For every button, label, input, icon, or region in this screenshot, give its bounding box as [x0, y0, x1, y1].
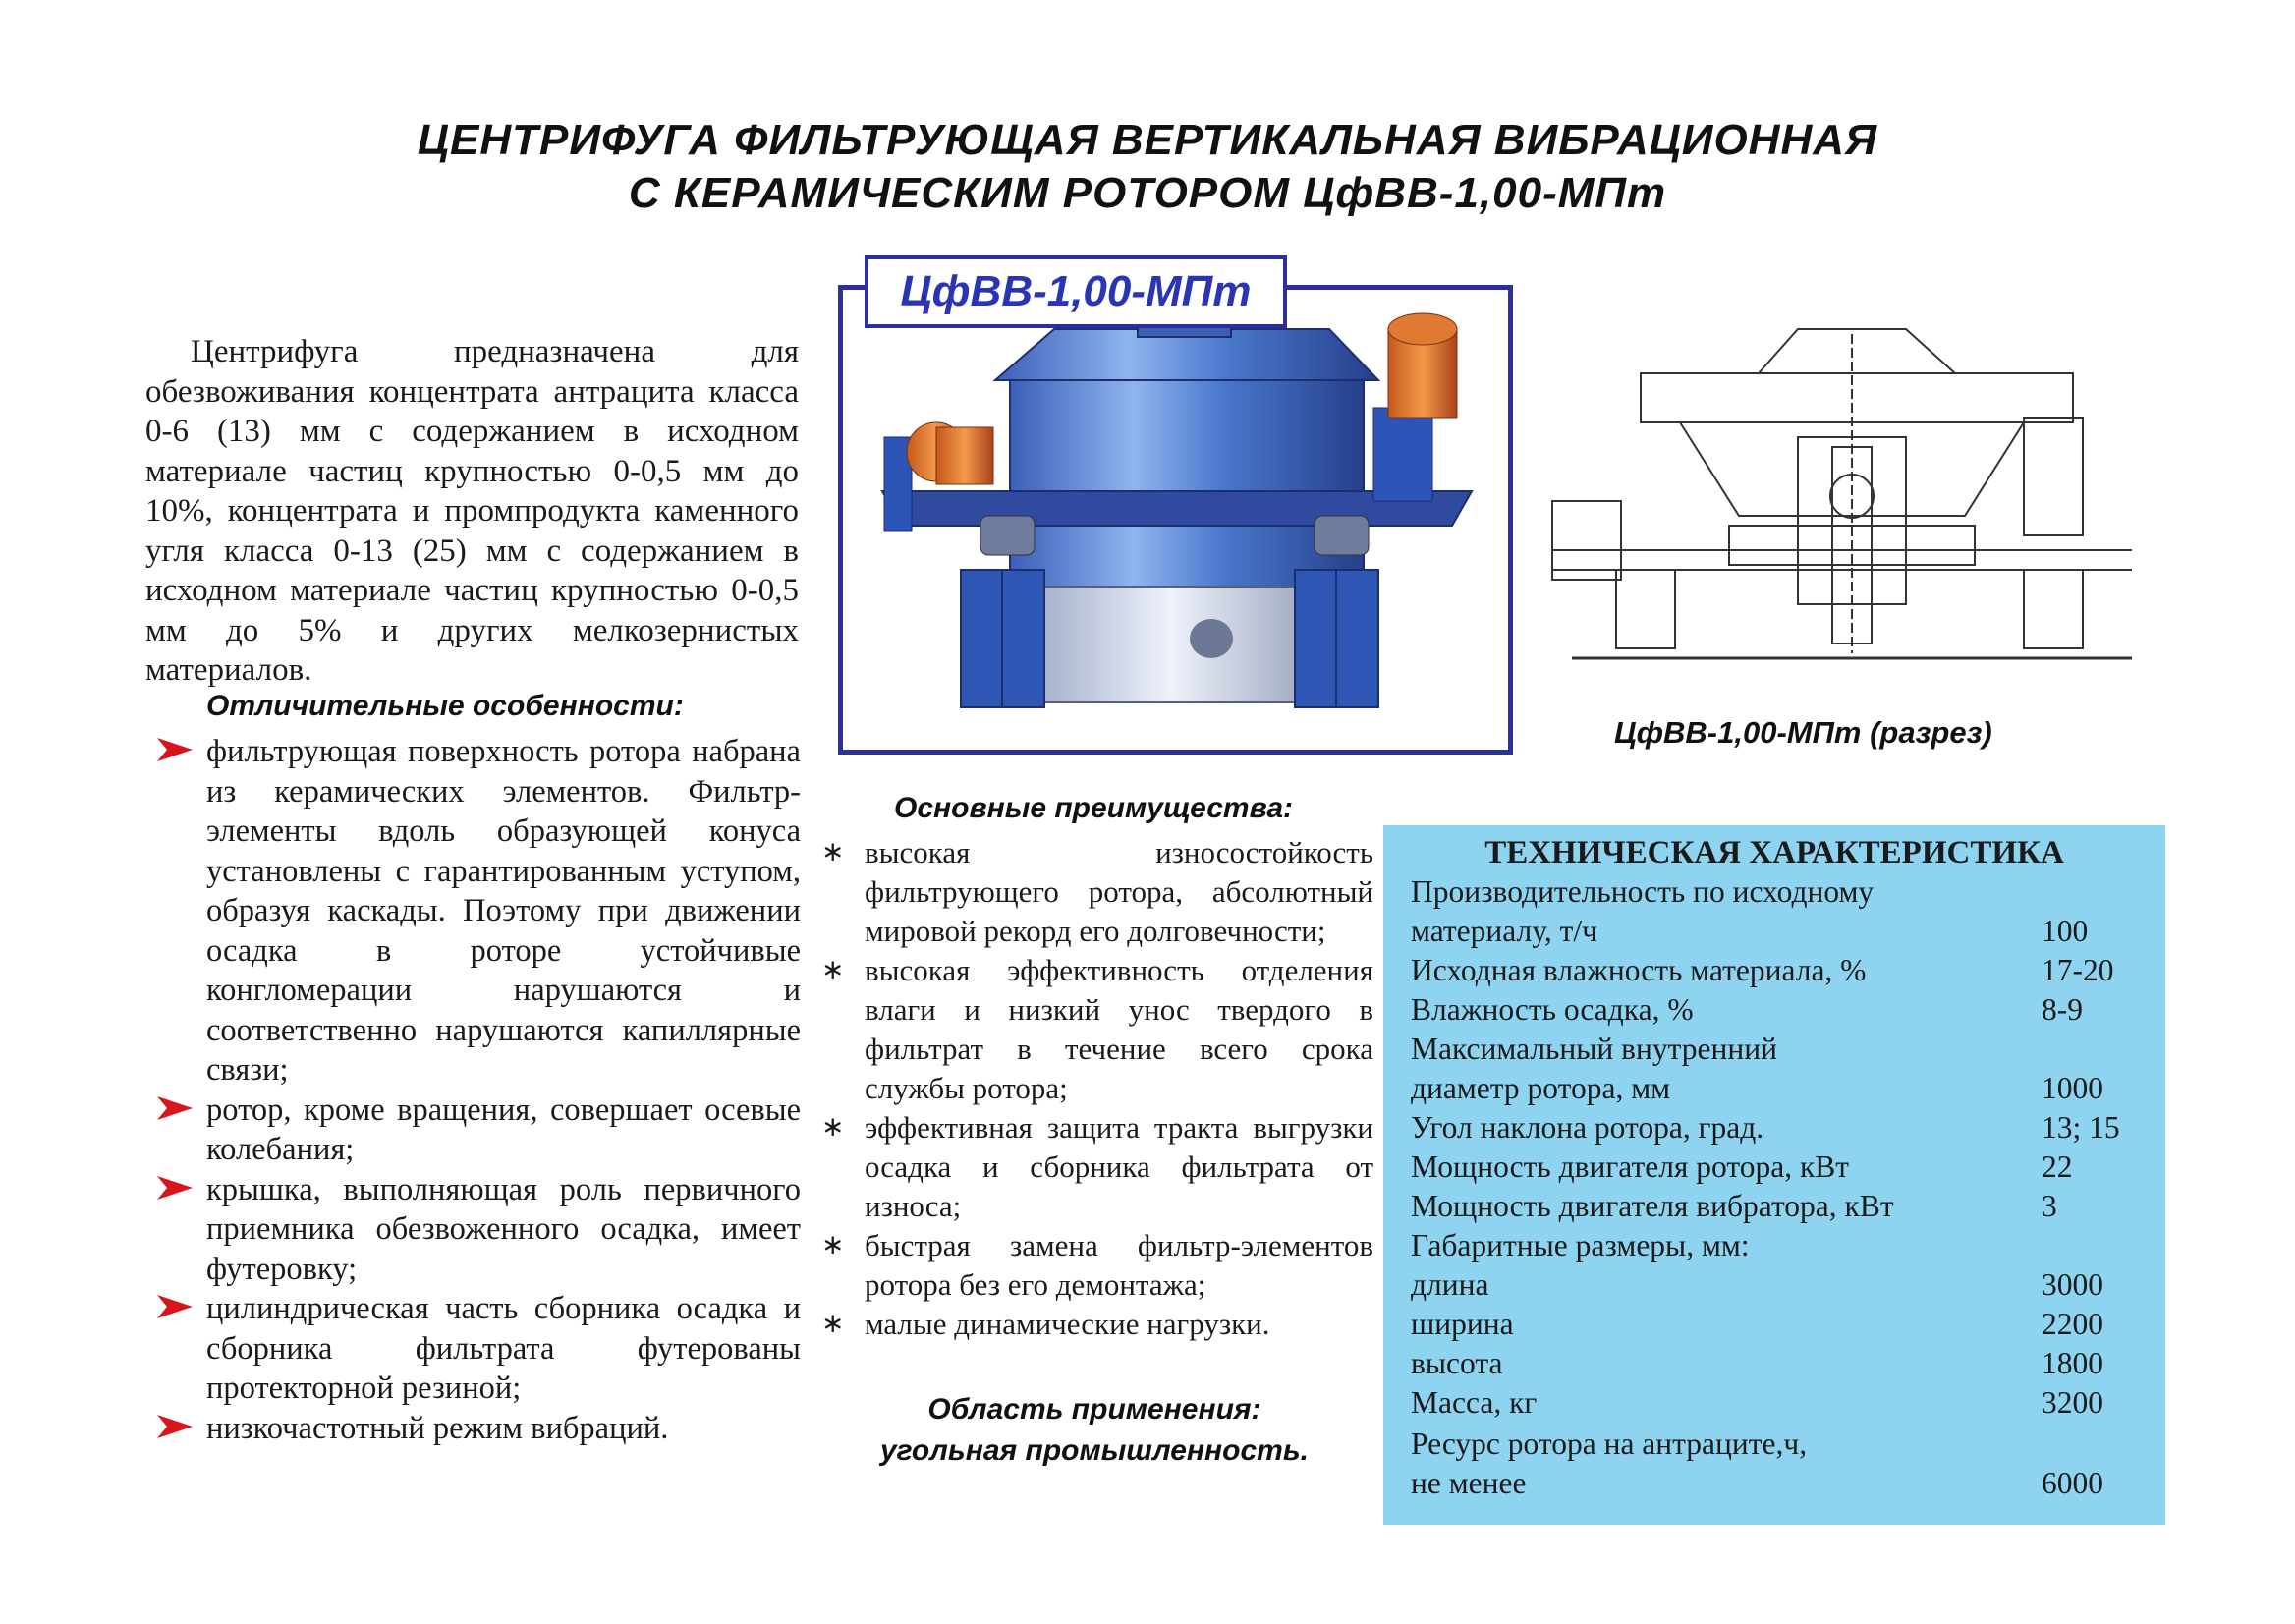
spec-row-label: Максимальный внутренний — [1411, 1032, 1777, 1066]
machine-photo-frame — [838, 285, 1513, 755]
application-value: угольная промышленность. — [879, 1434, 1310, 1467]
application-heading: Область применения: — [927, 1393, 1261, 1426]
spec-row-value: 3 — [2042, 1189, 2057, 1223]
red-arrow-bullet-icon — [157, 1291, 193, 1322]
feature-item: фильтрующая поверхность ротора набрана из керамических элементов. Фильтр-элементы вдоль образующей конуса установлены с гарантированным уступом, образуя каскады. Поэтому при движении осадка в роторе устойчивые конгломерации нарушаются и соответственно нарушаются капиллярные связи; — [157, 732, 801, 1091]
spec-row-label: не менее — [1411, 1466, 1527, 1500]
spec-row-value: 17-20 — [2042, 953, 2114, 987]
spec-row-label: материалу, т/ч — [1411, 914, 1597, 948]
advantage-item: ∗ высокая износостойкость фильтрующего ротора, абсолютный мировой рекорд его долговечности; — [821, 835, 1373, 948]
specs-title: ТЕХНИЧЕСКАЯ ХАРАКТЕРИСТИКА — [1484, 835, 2064, 870]
features-list — [157, 732, 801, 1448]
spec-row-label: высота — [1411, 1346, 1503, 1380]
specs-panel — [1383, 825, 2165, 1525]
spec-row-value: 1000 — [2042, 1071, 2103, 1105]
feature-item: низкочастотный режим вибраций. — [157, 1409, 801, 1449]
page-title-line-1: ЦЕНТРИФУГА ФИЛЬТРУЮЩАЯ ВЕРТИКАЛЬНАЯ ВИБРАЦИОННАЯ — [417, 116, 1878, 164]
spec-row-value: 22 — [2042, 1149, 2073, 1184]
spec-row-label: диаметр ротора, мм — [1411, 1071, 1671, 1105]
advantage-item: ∗ быстрая замена фильтр-элементов ротора без его демонтажа; — [821, 1228, 1373, 1302]
spec-row-label: Производительность по исходному — [1411, 874, 1875, 909]
spec-row-value: 13; 15 — [2042, 1110, 2120, 1145]
spec-row-value: 3200 — [2042, 1385, 2103, 1420]
spec-row-label: Мощность двигателя вибратора, кВт — [1411, 1189, 1894, 1223]
spec-row-value: 3000 — [2042, 1267, 2103, 1302]
spec-row-label: Мощность двигателя ротора, кВт — [1411, 1149, 1850, 1184]
asterisk-bullet-icon: ∗ — [821, 837, 845, 868]
feature-item: крышка, выполняющая роль первичного приемника обезвоженного осадка, имеет футеровку; — [157, 1170, 801, 1290]
intro-text: Центрифуга предназначена для обезвоживания концентрата антрацита класса 0-6 (13) мм с содержанием в исходном материале частиц крупностью 0-0,5 мм до 10%, концентрата и промпродукта каменного угля класса 0-13 (25) мм с содержанием в исходном материале частиц крупностью 0-0,5 мм до 5% и других мелкозернистых материалов. — [145, 334, 799, 688]
spec-row-label: Габаритные размеры, мм: — [1411, 1228, 1750, 1262]
spec-row-label: Исходная влажность материала, % — [1411, 953, 1867, 987]
asterisk-bullet-icon: ∗ — [821, 1230, 845, 1260]
spec-row-label: Угол наклона ротора, град. — [1411, 1110, 1764, 1145]
red-arrow-bullet-icon — [157, 1092, 193, 1124]
advantages-heading: Основные преимущества: — [894, 792, 1293, 824]
advantage-item: ∗ высокая эффективность отделения влаги и низкий унос твердого в фильтрат в течение всего срока службы ротора; — [821, 953, 1373, 1105]
advantage-item: ∗ эффективная защита тракта выгрузки осадка и сборника фильтрата от износа; — [821, 1110, 1373, 1223]
red-arrow-bullet-icon — [157, 734, 193, 765]
intro-paragraph — [145, 332, 799, 691]
spec-row-label: ширина — [1411, 1307, 1514, 1341]
asterisk-bullet-icon: ∗ — [821, 1309, 845, 1339]
photo-model-label: ЦфВВ-1,00-МПт — [865, 255, 1287, 328]
cross-section-drawing — [1533, 319, 2142, 683]
features-heading: Отличительные особенности: — [206, 690, 684, 722]
page-title-line-2: С КЕРАМИЧЕСКИМ РОТОРОМ ЦфВВ-1,00-МПт — [628, 169, 1667, 217]
red-arrow-bullet-icon — [157, 1411, 193, 1442]
spec-row-label: Влажность осадка, % — [1411, 992, 1694, 1027]
spec-row-value: 6000 — [2042, 1466, 2103, 1500]
asterisk-bullet-icon: ∗ — [821, 1112, 845, 1143]
drawing-caption: ЦфВВ-1,00-МПт (разрез) — [1614, 715, 1992, 750]
advantage-item: ∗ малые динамические нагрузки. — [815, 1305, 1373, 1344]
spec-row-value: 1800 — [2042, 1346, 2103, 1380]
spec-row-value: 8-9 — [2042, 992, 2083, 1027]
cross-section-illustration — [1533, 319, 2142, 683]
spec-row-value: 2200 — [2042, 1307, 2103, 1341]
spec-row-label: длина — [1411, 1267, 1489, 1302]
red-arrow-bullet-icon — [157, 1172, 193, 1204]
advantages-list — [815, 833, 1373, 1344]
asterisk-bullet-icon: ∗ — [821, 955, 845, 985]
spec-row-value: 100 — [2042, 914, 2089, 948]
feature-item: ротор, кроме вращения, совершает осевые колебания; — [157, 1091, 801, 1170]
spec-row-label: Ресурс ротора на антраците,ч, — [1411, 1427, 1808, 1461]
feature-item: цилиндрическая часть сборника осадка и сборника фильтрата футерованы протекторной резиной; — [157, 1289, 801, 1409]
spec-row-label: Масса, кг — [1411, 1385, 1538, 1420]
centrifuge-photo-illustration — [843, 290, 1508, 750]
